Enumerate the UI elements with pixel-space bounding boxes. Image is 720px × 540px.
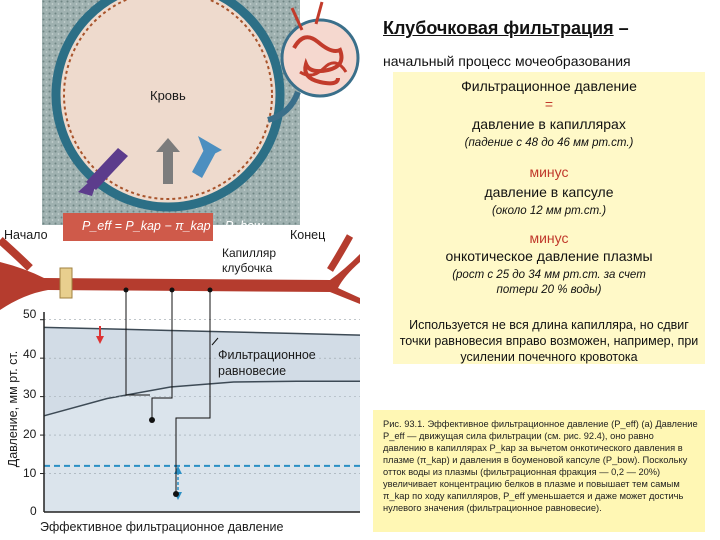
equilibrium-label-line2: равновесие <box>218 364 287 378</box>
formula-line: давление в капиллярах <box>472 116 626 132</box>
formula-note: (рост с 25 до 34 мм рт.ст. за счет <box>452 269 646 281</box>
y-tick-label: 20 <box>23 427 37 441</box>
formula-equals: = <box>544 96 554 112</box>
equilibrium-label-line1: Фильтрационное <box>218 348 316 362</box>
formula-note: потери 20 % воды) <box>496 284 602 296</box>
pressure-chart <box>40 288 360 513</box>
capillary-vessel <box>0 236 360 310</box>
y-tick-label: 40 <box>23 347 37 361</box>
capillary-label-line1: Капилляр <box>222 246 277 260</box>
formula-note: (падение с 48 до 46 мм рт.ст.) <box>464 137 634 149</box>
formula-minus: минус <box>529 230 569 246</box>
y-tick-label: 10 <box>23 466 37 480</box>
page-title: Клубочковая фильтрация <box>383 18 614 38</box>
formula-remark: Используется не вся длина капилляра, но сдвиг точки равновесия вправо возможен, например, при усилении почечного кровотока <box>399 318 699 364</box>
formula-box <box>393 72 705 364</box>
start-label: Начало <box>4 228 48 242</box>
y-axis-label: Давление, мм рт. ст. <box>6 350 20 468</box>
blood-label: Кровь <box>150 88 186 103</box>
y-tick-label: 50 <box>23 307 37 321</box>
equation-text: P_eff = P_kap − π_kap − P_bow <box>82 219 264 233</box>
x-axis-label: Эффективное фильтрационное давление <box>40 520 284 534</box>
caption-text: Рис. 93.1. Эффективное фильтрационное давление (P_eff) (а) Давление P_eff — движущая сила фильтрации (см. рис. 92.4), оно равно давлению в капиллярах P_kap за вычетом онкотического давления в плазме (π_kap) и давления в боуменовой капсуле (P_bow). Поскольку отток воды из плазмы (фильтрационная фракция — 0,2 — 20%) увеличивает концентрацию белков в плазме и повышает тем самым π_kap по ходу капилляров, P_eff уменьшается и даже может достичь нулевого значения (фильтрационное равновесие). <box>383 419 698 513</box>
y-tick-label: 0 <box>30 504 37 518</box>
formula-line: онкотическое давление плазмы <box>445 248 653 264</box>
formula-minus: минус <box>529 164 569 180</box>
title-dash: – <box>613 18 629 38</box>
y-tick-label: 30 <box>23 387 37 401</box>
figure-caption <box>373 410 705 532</box>
capillary-label-line2: клубочка <box>222 261 273 275</box>
formula-line: Фильтрационное давление <box>461 78 637 94</box>
formula-line: давление в капсуле <box>484 184 614 200</box>
title-block <box>383 18 713 69</box>
formula-note: (около 12 мм рт.ст.) <box>491 205 607 217</box>
end-label: Конец <box>290 228 326 242</box>
page-subtitle: начальный процесс мочеобразования <box>383 53 631 69</box>
